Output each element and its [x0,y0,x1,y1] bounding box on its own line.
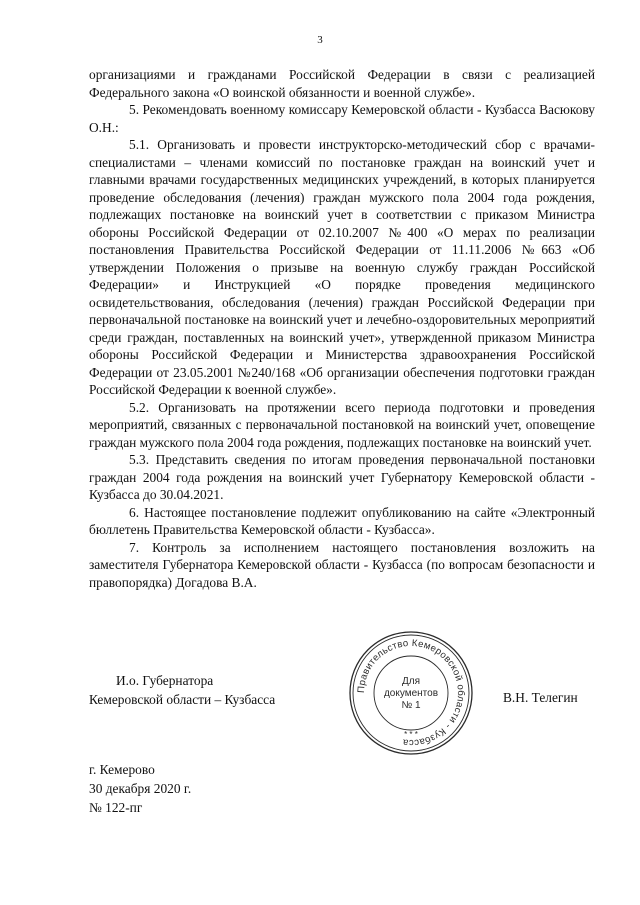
signatory-title [89,671,329,709]
paragraph-item-5-3: 5.3. Представить сведения по итогам проведения первоначальной постановки граждан 2004 года рождения на воинский учет Губернатору Кемеровской области - Кузбасса до 30.04.2021. [89,452,595,502]
paragraph-item-6: 6. Настоящее постановление подлежит опубликованию на сайте «Электронный бюллетень Правительства Кемеровской области - Кузбасса». [89,504,595,537]
paragraph-item-7: 7. Контроль за исполнением настоящего постановления возложить на заместителя Губернатора Кемеровской области - Кузбасса (по вопросам безопасности и правопорядка) Догадова В.А. [89,539,595,590]
signatory-name: В.Н. Телегин [503,690,578,705]
paragraph-item-5-2: 5.2. Организовать на протяжении всего периода подготовки и проведения мероприятий, связанных с первоначальной постановкой на воинский учет, оповещение граждан мужского пола 2004 года рождения, подлежащих постановке на воинский учет. [89,399,595,450]
page-number: 3 [317,34,323,46]
document-footer [89,760,191,817]
paragraph-item-5-1: 5.1. Организовать и провести инструкторско-методический сбор с врачами-специалистами – членами комиссий по постановке граждан на воинский учет и главными врачами государственных медицинских учреждений, в которых планируется проведение обследования (лечения) граждан мужского пола 2004 года рождения, подлежащих постановке на воинский учет в соответствии с приказом Министра обороны Российской Федерации от 02.10.2007 №400 «О мерах по реализации постановления Правительства Российской Федерации от 11.11.2006 №663 «Об утверждении Положения о призыве на военную службу граждан Российской Федерации» и Инструкцией «О порядке проведения медицинского освидетельствования, обследования (лечения) граждан Российской Федерации при первоначальной постановке на воинский учет и лечебно-оздоровительных мероприятий среди граждан, поставленных на воинский учет», утвержденной приказом Министра обороны Российской Федерации и Министерства здравоохранения Российской Федерации от 23.05.2001 №240/168 «Об организации обеспечения подготовки граждан Российской Федерации к военной службе». [89,137,595,397]
official-stamp [347,629,475,757]
signatory-title-line2: Кемеровской области – Кузбасса [89,692,276,707]
document-date: 30 декабря 2020 г. [89,781,192,796]
signatory-title-line1: И.о. Губернатора [116,673,214,688]
stamp-center-line1: Для [401,676,421,687]
stamp-center-line2: документов [383,688,439,699]
paragraph-item-5: 5. Рекомендовать военному комиссару Кемеровской области - Кузбасса Васюкову О.Н.: [89,102,595,135]
stamp-ring-text: Правительство Кемеровской области - Кузбасса [355,637,467,749]
stamp-asterisks-decor: * * * [404,730,418,739]
document-number: № 122-пг [89,800,143,815]
paragraph-continuation: организациями и гражданами Российской Федерации в связи с реализацией Федерального закона «О воинской обязанности и военной службе». [89,67,595,100]
document-city: г. Кемерово [89,762,155,777]
document-body [89,66,595,591]
stamp-center-line3: № 1 [401,700,421,711]
